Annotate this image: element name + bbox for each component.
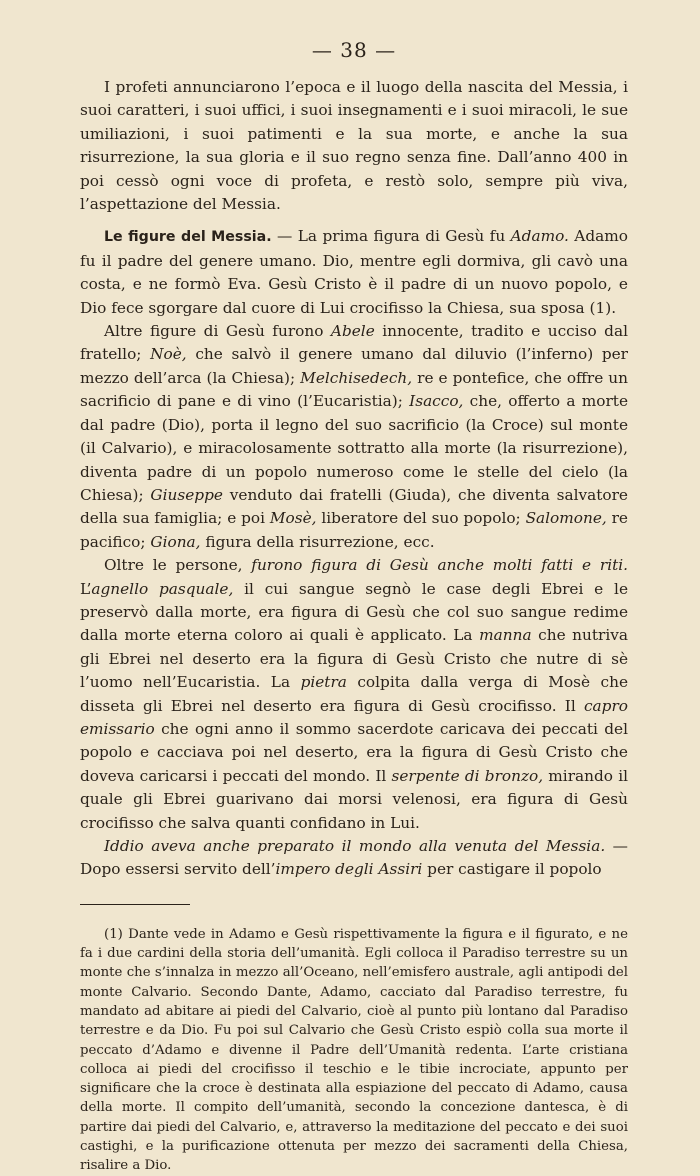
text-run: re e pontefice, che offre un sacrificio di pane e di vino (l’Eucaristia); [80,368,628,411]
italic-run: Giona, [150,532,201,551]
footnote-text: (1) Dante vede in Adamo e Gesù rispettivamente la figura e il figurato, e ne fa i due cardini della storia dell’umanità. Egli colloca il Paradiso terrestre su un monte che s’innalza in mezzo all’Oceano, nell’emisfero australe, agli antipodi del monte Calvario. Secondo Dante, Adamo, cacciato dal Paradiso terrestre, fu mandato ad abitare ai piedi del Calvario, cioè al punto più lontano dal Paradiso terrestre e da Dio. Fu poi sul Calvario che Gesù Cristo espiò colla sua morte il peccato d’Adamo e divenne il Padre dell’Umanità redenta. L’arte cristiana colloca ai piedi del crocifisso il teschio e le tibie incrociate, appunto per significare che la croce è destinata alla espiazione del peccato di Adamo, causa della morte. Il compito dell’umanità, secondo la concezione dantesca, è di partire dai piedi del Calvario, e, attraverso la meditazione del peccato e dei suoi castighi, e la purificazione ottenuta per mezzo dei sacramenti della Chiesa, risalire a Dio. [80,926,628,1174]
paragraph-world-preparation [80,835,628,882]
text-run: per castigare il popolo [422,860,602,879]
text-run: L’ [80,579,92,598]
text-run: che ogni anno il sommo sacerdote caricava dei peccati del popolo e cacciava poi nel deserto, era la figura di Gesù Cristo che doveva caricarsi i peccati del mondo. Il [80,719,628,785]
italic-run: Salomone, [525,509,607,528]
italic-run: impero degli Assiri [275,860,423,879]
italic-run: Giuseppe [150,485,223,504]
text-run: colpita dalla verga di Mosè che disseta gli Ebrei nel deserto era figura di Gesù crocifisso. Il [80,673,628,715]
text-run: Oltre le persone, [104,556,252,575]
paragraph-facts-and-rites [80,554,628,835]
text-run: mirando il quale gli Ebrei guarivano dai morsi velenosi, era figura di Gesù crocifisso che salva quanti confidano in Lui. [80,766,628,832]
italic-run: Mosè, [269,509,317,528]
italic-run: pietra [300,673,347,692]
paragraph-prophets: I profeti annunciarono l’epoca e il luogo della nascita del Messia, i suoi caratteri, i suoi uffici, i suoi insegnamenti e i suoi miracoli, le sue umiliazioni, i suoi patimenti e la sua morte, e anche la sua risurrezione, la sua gloria e il suo regno senza fine. Dall’anno 400 in poi cessò ogni voce di profeta, e restò solo, sempre più viva, l’aspettazione del Messia. [80,78,628,214]
text-run: venduto dai fratelli (Giuda), che diventa salvatore della sua famiglia; e poi [80,485,628,528]
text-run: che, offerto a morte dal padre (Dio), porta il legno del suo sacrificio (la Croce) sul monte (il Calvario), e miracolosamente sottratto alla morte (la risurrezione), diventa padre di un popolo numeroso come le stelle del cielo (la Chiesa); [80,392,629,504]
italic-run: capro emissario [80,696,628,738]
italic-run: agnello pasquale, [91,579,234,598]
page-number: — 38 — [311,38,397,62]
text-run: — Dopo essersi servito dell’ [80,837,628,879]
italic-run: furono figura di Gesù anche molti fatti e riti. [251,556,628,575]
text-run: re pacifico; [80,509,628,551]
text-run: Altre figure di Gesù furono [104,322,331,341]
italic-run: serpente di bronzo, [391,766,544,785]
main-text [80,76,628,882]
text-run: — La prima figura di Gesù fu [271,227,511,246]
italic-run: Isacco, [409,392,464,411]
text-run: innocente, tradito e ucciso dal fratello; [80,322,628,364]
text-run: il cui sangue segnò le case degli Ebrei e le preservò dalla morte, era figura di Gesù che col suo sangue redime dalla morte eterna coloro ai quali è applicato. La [80,579,628,645]
footnote [80,925,628,1176]
text-run: figura della risurrezione, ecc. [200,532,435,551]
footnote-divider [80,904,190,905]
text-run: che salvò il genere umano dal diluvio (l’inferno) per mezzo dell’arca (la Chiesa); [80,345,628,387]
italic-run: Noè, [150,345,187,364]
text-run: Adamo fu il padre del genere umano. Dio, mentre egli dormiva, gli cavò una costa, e ne formò Eva. Gesù Cristo è il padre di un nuovo popolo, e Dio fece sgorgare dal cuore di Lui crocifisso la Chiesa, sua sposa (1). [80,227,628,317]
paragraph-other-figures [80,320,628,554]
italic-run: manna [479,626,532,645]
text-run: che nutriva gli Ebrei nel deserto era la figura di Gesù Cristo che nutre di sè l’uomo nell’Eucaristia. La [80,626,629,692]
italic-run: Abele [330,322,375,341]
text-run: liberatore del suo popolo; [316,509,526,528]
italic-run: Adamo. [510,227,569,246]
italic-run: Melchisedech, [300,368,413,387]
section-heading: Le figure del Messia. [104,229,272,246]
italic-run: Iddio aveva anche preparato il mondo alla venuta del Messia. [104,837,606,855]
paragraph-figures-of-messiah [80,225,628,320]
